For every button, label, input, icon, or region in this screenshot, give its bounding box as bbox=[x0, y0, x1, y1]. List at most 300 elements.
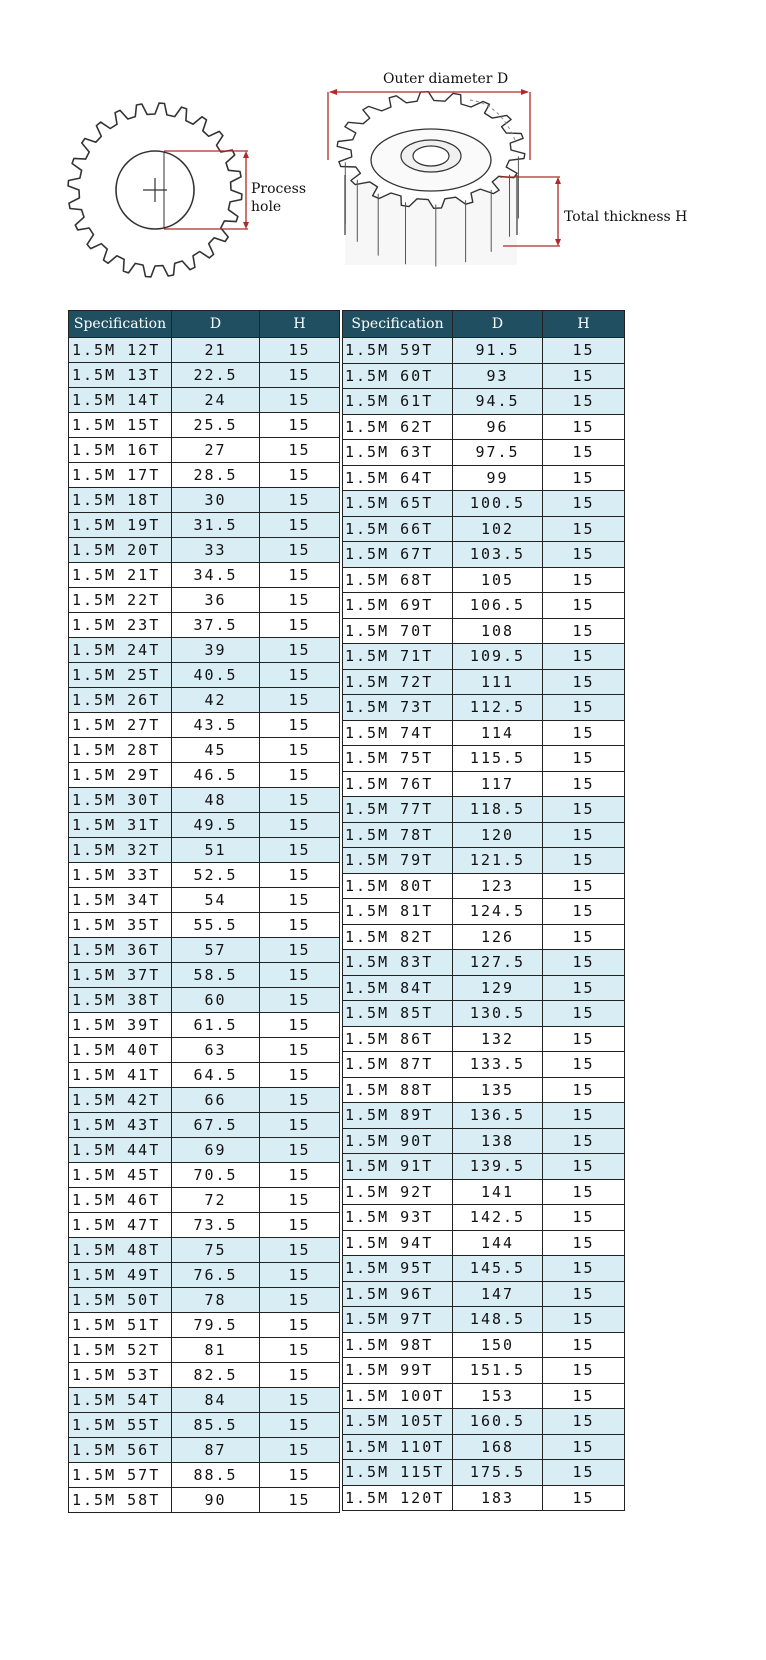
diameter-cell: 145.5 bbox=[453, 1256, 543, 1282]
spec-cell: 1.5M 20T bbox=[69, 538, 172, 563]
table-row bbox=[343, 516, 625, 542]
diameter-cell: 40.5 bbox=[172, 663, 260, 688]
table-row bbox=[343, 1128, 625, 1154]
table-row bbox=[69, 1138, 340, 1163]
spec-cell: 1.5M 69T bbox=[343, 593, 453, 619]
diameter-cell: 127.5 bbox=[453, 950, 543, 976]
table-row bbox=[343, 1154, 625, 1180]
diameter-cell: 130.5 bbox=[453, 1001, 543, 1027]
thickness-cell: 15 bbox=[543, 899, 625, 925]
diameter-cell: 97.5 bbox=[453, 440, 543, 466]
diameter-cell: 117 bbox=[453, 771, 543, 797]
diameter-cell: 106.5 bbox=[453, 593, 543, 619]
spec-cell: 1.5M 66T bbox=[343, 516, 453, 542]
spec-cell: 1.5M 18T bbox=[69, 488, 172, 513]
thickness-cell: 15 bbox=[543, 1358, 625, 1384]
thickness-cell: 15 bbox=[260, 338, 340, 363]
spec-cell: 1.5M 29T bbox=[69, 763, 172, 788]
thickness-cell: 15 bbox=[260, 838, 340, 863]
table-row bbox=[69, 1013, 340, 1038]
diameter-cell: 81 bbox=[172, 1338, 260, 1363]
table-row bbox=[69, 1313, 340, 1338]
spec-cell: 1.5M 45T bbox=[69, 1163, 172, 1188]
total-thickness-label: Total thickness H bbox=[564, 209, 688, 225]
diameter-cell: 25.5 bbox=[172, 413, 260, 438]
diameter-cell: 64.5 bbox=[172, 1063, 260, 1088]
table-row bbox=[69, 1438, 340, 1463]
spec-cell: 1.5M 16T bbox=[69, 438, 172, 463]
thickness-cell: 15 bbox=[543, 1332, 625, 1358]
diameter-cell: 42 bbox=[172, 688, 260, 713]
gear-front-view bbox=[68, 103, 249, 277]
spec-cell: 1.5M 34T bbox=[69, 888, 172, 913]
thickness-cell: 15 bbox=[543, 720, 625, 746]
spec-cell: 1.5M 21T bbox=[69, 563, 172, 588]
diameter-cell: 39 bbox=[172, 638, 260, 663]
spec-cell: 1.5M 96T bbox=[343, 1281, 453, 1307]
spec-cell: 1.5M 92T bbox=[343, 1179, 453, 1205]
diameter-cell: 139.5 bbox=[453, 1154, 543, 1180]
table-row bbox=[343, 669, 625, 695]
spec-cell: 1.5M 93T bbox=[343, 1205, 453, 1231]
spec-cell: 1.5M 90T bbox=[343, 1128, 453, 1154]
diameter-cell: 183 bbox=[453, 1485, 543, 1511]
diameter-cell: 87 bbox=[172, 1438, 260, 1463]
thickness-cell: 15 bbox=[543, 440, 625, 466]
thickness-cell: 15 bbox=[260, 863, 340, 888]
diameter-cell: 96 bbox=[453, 414, 543, 440]
diameter-cell: 99 bbox=[453, 465, 543, 491]
spec-cell: 1.5M 47T bbox=[69, 1213, 172, 1238]
thickness-cell: 15 bbox=[260, 713, 340, 738]
spec-table-right bbox=[342, 310, 625, 1511]
spec-cell: 1.5M 76T bbox=[343, 771, 453, 797]
table-row bbox=[343, 414, 625, 440]
thickness-cell: 15 bbox=[543, 618, 625, 644]
table-row bbox=[69, 1363, 340, 1388]
table-row bbox=[69, 1413, 340, 1438]
thickness-cell: 15 bbox=[543, 1281, 625, 1307]
spec-cell: 1.5M 72T bbox=[343, 669, 453, 695]
diameter-cell: 109.5 bbox=[453, 644, 543, 670]
table-row bbox=[69, 538, 340, 563]
gear-perspective-view bbox=[328, 89, 561, 267]
thickness-cell: 15 bbox=[543, 771, 625, 797]
thickness-cell: 15 bbox=[260, 963, 340, 988]
table-row bbox=[69, 1488, 340, 1513]
table-row bbox=[69, 688, 340, 713]
table-row bbox=[69, 863, 340, 888]
thickness-cell: 15 bbox=[260, 613, 340, 638]
diameter-cell: 78 bbox=[172, 1288, 260, 1313]
table-row bbox=[343, 1358, 625, 1384]
table-row bbox=[69, 1213, 340, 1238]
thickness-cell: 15 bbox=[260, 1038, 340, 1063]
spec-cell: 1.5M 75T bbox=[343, 746, 453, 772]
thickness-cell: 15 bbox=[543, 338, 625, 364]
table-row bbox=[69, 1188, 340, 1213]
spec-cell: 1.5M 51T bbox=[69, 1313, 172, 1338]
diameter-cell: 88.5 bbox=[172, 1463, 260, 1488]
spec-cell: 1.5M 62T bbox=[343, 414, 453, 440]
thickness-cell: 15 bbox=[260, 1138, 340, 1163]
thickness-cell: 15 bbox=[543, 1128, 625, 1154]
table-row bbox=[69, 1163, 340, 1188]
table-row bbox=[69, 1088, 340, 1113]
spec-cell: 1.5M 85T bbox=[343, 1001, 453, 1027]
table-row bbox=[343, 1205, 625, 1231]
thickness-cell: 15 bbox=[543, 1230, 625, 1256]
thickness-cell: 15 bbox=[543, 1256, 625, 1282]
diameter-cell: 85.5 bbox=[172, 1413, 260, 1438]
table-row bbox=[343, 1409, 625, 1435]
diameter-cell: 76.5 bbox=[172, 1263, 260, 1288]
diameter-cell: 72 bbox=[172, 1188, 260, 1213]
table-row bbox=[343, 1307, 625, 1333]
thickness-cell: 15 bbox=[543, 873, 625, 899]
diameter-cell: 45 bbox=[172, 738, 260, 763]
diameter-cell: 27 bbox=[172, 438, 260, 463]
thickness-cell: 15 bbox=[260, 988, 340, 1013]
spec-cell: 1.5M 60T bbox=[343, 363, 453, 389]
thickness-cell: 15 bbox=[260, 663, 340, 688]
spec-cell: 1.5M 13T bbox=[69, 363, 172, 388]
header-d: D bbox=[453, 311, 543, 338]
diameter-cell: 147 bbox=[453, 1281, 543, 1307]
diameter-cell: 33 bbox=[172, 538, 260, 563]
table-row bbox=[69, 838, 340, 863]
thickness-cell: 15 bbox=[543, 1383, 625, 1409]
diameter-cell: 121.5 bbox=[453, 848, 543, 874]
table-row bbox=[343, 771, 625, 797]
table-row bbox=[343, 975, 625, 1001]
diameter-cell: 75 bbox=[172, 1238, 260, 1263]
header-h: H bbox=[543, 311, 625, 338]
table-row bbox=[69, 388, 340, 413]
thickness-cell: 15 bbox=[260, 1263, 340, 1288]
table-row bbox=[343, 1256, 625, 1282]
thickness-cell: 15 bbox=[260, 738, 340, 763]
table-row bbox=[69, 813, 340, 838]
thickness-cell: 15 bbox=[260, 538, 340, 563]
table-row bbox=[343, 873, 625, 899]
table-row bbox=[343, 567, 625, 593]
thickness-cell: 15 bbox=[260, 1163, 340, 1188]
thickness-cell: 15 bbox=[543, 1205, 625, 1231]
diameter-cell: 133.5 bbox=[453, 1052, 543, 1078]
thickness-cell: 15 bbox=[543, 542, 625, 568]
spec-cell: 1.5M 97T bbox=[343, 1307, 453, 1333]
table-row bbox=[343, 822, 625, 848]
table-row bbox=[69, 363, 340, 388]
table-row bbox=[69, 1463, 340, 1488]
spec-cell: 1.5M 100T bbox=[343, 1383, 453, 1409]
spec-cell: 1.5M 98T bbox=[343, 1332, 453, 1358]
thickness-cell: 15 bbox=[543, 1001, 625, 1027]
table-row bbox=[343, 1281, 625, 1307]
spec-cell: 1.5M 59T bbox=[343, 338, 453, 364]
thickness-cell: 15 bbox=[543, 491, 625, 517]
diameter-cell: 138 bbox=[453, 1128, 543, 1154]
table-row bbox=[343, 1434, 625, 1460]
table-row bbox=[69, 1388, 340, 1413]
spec-cell: 1.5M 61T bbox=[343, 389, 453, 415]
thickness-cell: 15 bbox=[260, 938, 340, 963]
thickness-cell: 15 bbox=[543, 1154, 625, 1180]
spec-table-left bbox=[68, 310, 340, 1513]
table-row bbox=[343, 1077, 625, 1103]
spec-cell: 1.5M 24T bbox=[69, 638, 172, 663]
spec-cell: 1.5M 50T bbox=[69, 1288, 172, 1313]
diameter-cell: 58.5 bbox=[172, 963, 260, 988]
diameter-cell: 52.5 bbox=[172, 863, 260, 888]
table-row bbox=[69, 738, 340, 763]
thickness-cell: 15 bbox=[260, 1338, 340, 1363]
thickness-cell: 15 bbox=[543, 644, 625, 670]
spec-cell: 1.5M 42T bbox=[69, 1088, 172, 1113]
table-row bbox=[69, 613, 340, 638]
table-row bbox=[69, 888, 340, 913]
thickness-cell: 15 bbox=[260, 1488, 340, 1513]
outer-diameter-label: Outer diameter D bbox=[383, 71, 509, 87]
thickness-cell: 15 bbox=[543, 924, 625, 950]
diameter-cell: 49.5 bbox=[172, 813, 260, 838]
diameter-cell: 67.5 bbox=[172, 1113, 260, 1138]
table-row bbox=[343, 1460, 625, 1486]
diameter-cell: 94.5 bbox=[453, 389, 543, 415]
spec-cell: 1.5M 27T bbox=[69, 713, 172, 738]
table-row bbox=[343, 1026, 625, 1052]
table-row bbox=[69, 1063, 340, 1088]
thickness-cell: 15 bbox=[260, 1438, 340, 1463]
diameter-cell: 141 bbox=[453, 1179, 543, 1205]
table-row bbox=[69, 1288, 340, 1313]
thickness-cell: 15 bbox=[543, 797, 625, 823]
thickness-cell: 15 bbox=[543, 950, 625, 976]
thickness-cell: 15 bbox=[260, 763, 340, 788]
diameter-cell: 126 bbox=[453, 924, 543, 950]
thickness-cell: 15 bbox=[260, 438, 340, 463]
thickness-cell: 15 bbox=[260, 488, 340, 513]
table-row bbox=[343, 1103, 625, 1129]
thickness-cell: 15 bbox=[543, 516, 625, 542]
spec-cell: 1.5M 86T bbox=[343, 1026, 453, 1052]
diameter-cell: 79.5 bbox=[172, 1313, 260, 1338]
diameter-cell: 54 bbox=[172, 888, 260, 913]
spec-cell: 1.5M 94T bbox=[343, 1230, 453, 1256]
table-row bbox=[343, 1052, 625, 1078]
spec-cell: 1.5M 36T bbox=[69, 938, 172, 963]
table-row bbox=[69, 488, 340, 513]
spec-cell: 1.5M 39T bbox=[69, 1013, 172, 1038]
diameter-cell: 124.5 bbox=[453, 899, 543, 925]
diameter-cell: 114 bbox=[453, 720, 543, 746]
table-row bbox=[69, 788, 340, 813]
thickness-cell: 15 bbox=[260, 1238, 340, 1263]
table-row bbox=[69, 1338, 340, 1363]
spec-cell: 1.5M 14T bbox=[69, 388, 172, 413]
diameter-cell: 30 bbox=[172, 488, 260, 513]
spec-cell: 1.5M 41T bbox=[69, 1063, 172, 1088]
thickness-cell: 15 bbox=[543, 1460, 625, 1486]
gear-drawing bbox=[0, 0, 766, 300]
thickness-cell: 15 bbox=[543, 1052, 625, 1078]
thickness-cell: 15 bbox=[543, 1103, 625, 1129]
table-row bbox=[343, 1001, 625, 1027]
spec-cell: 1.5M 78T bbox=[343, 822, 453, 848]
table-row bbox=[343, 389, 625, 415]
table-row bbox=[69, 588, 340, 613]
thickness-cell: 15 bbox=[543, 465, 625, 491]
diameter-cell: 144 bbox=[453, 1230, 543, 1256]
diameter-cell: 24 bbox=[172, 388, 260, 413]
thickness-cell: 15 bbox=[260, 1113, 340, 1138]
gear-diagram bbox=[0, 0, 766, 300]
diameter-cell: 153 bbox=[453, 1383, 543, 1409]
diameter-cell: 63 bbox=[172, 1038, 260, 1063]
diameter-cell: 168 bbox=[453, 1434, 543, 1460]
table-row bbox=[343, 797, 625, 823]
table-row bbox=[343, 1383, 625, 1409]
thickness-cell: 15 bbox=[260, 813, 340, 838]
diameter-cell: 129 bbox=[453, 975, 543, 1001]
table-row bbox=[343, 746, 625, 772]
spec-cell: 1.5M 63T bbox=[343, 440, 453, 466]
diameter-cell: 148.5 bbox=[453, 1307, 543, 1333]
diameter-cell: 90 bbox=[172, 1488, 260, 1513]
thickness-cell: 15 bbox=[260, 1463, 340, 1488]
spec-cell: 1.5M 87T bbox=[343, 1052, 453, 1078]
spec-cell: 1.5M 43T bbox=[69, 1113, 172, 1138]
header-specification: Specification bbox=[343, 311, 453, 338]
thickness-cell: 15 bbox=[260, 1363, 340, 1388]
diameter-cell: 160.5 bbox=[453, 1409, 543, 1435]
spec-cell: 1.5M 83T bbox=[343, 950, 453, 976]
diameter-cell: 120 bbox=[453, 822, 543, 848]
spec-cell: 1.5M 105T bbox=[343, 1409, 453, 1435]
spec-cell: 1.5M 12T bbox=[69, 338, 172, 363]
thickness-cell: 15 bbox=[260, 788, 340, 813]
thickness-cell: 15 bbox=[260, 638, 340, 663]
table-row bbox=[69, 463, 340, 488]
header-h: H bbox=[260, 311, 340, 338]
table-row bbox=[343, 1230, 625, 1256]
spec-cell: 1.5M 91T bbox=[343, 1154, 453, 1180]
spec-cell: 1.5M 81T bbox=[343, 899, 453, 925]
diameter-cell: 118.5 bbox=[453, 797, 543, 823]
thickness-cell: 15 bbox=[260, 413, 340, 438]
thickness-cell: 15 bbox=[543, 414, 625, 440]
spec-cell: 1.5M 120T bbox=[343, 1485, 453, 1511]
thickness-cell: 15 bbox=[543, 1026, 625, 1052]
spec-cell: 1.5M 110T bbox=[343, 1434, 453, 1460]
table-row bbox=[69, 663, 340, 688]
spec-cell: 1.5M 52T bbox=[69, 1338, 172, 1363]
table-row bbox=[343, 950, 625, 976]
table-row bbox=[69, 1263, 340, 1288]
thickness-cell: 15 bbox=[543, 1179, 625, 1205]
thickness-cell: 15 bbox=[543, 822, 625, 848]
thickness-cell: 15 bbox=[543, 567, 625, 593]
table-row bbox=[343, 1485, 625, 1511]
table-header-row bbox=[69, 311, 340, 338]
table-row bbox=[343, 924, 625, 950]
spec-cell: 1.5M 99T bbox=[343, 1358, 453, 1384]
diameter-cell: 84 bbox=[172, 1388, 260, 1413]
spec-cell: 1.5M 37T bbox=[69, 963, 172, 988]
diameter-cell: 151.5 bbox=[453, 1358, 543, 1384]
thickness-cell: 15 bbox=[260, 688, 340, 713]
spec-cell: 1.5M 54T bbox=[69, 1388, 172, 1413]
thickness-cell: 15 bbox=[543, 1485, 625, 1511]
table-row bbox=[69, 563, 340, 588]
thickness-cell: 15 bbox=[260, 1088, 340, 1113]
process-hole-label: Process hole bbox=[251, 181, 307, 215]
diameter-cell: 175.5 bbox=[453, 1460, 543, 1486]
thickness-cell: 15 bbox=[260, 563, 340, 588]
diameter-cell: 73.5 bbox=[172, 1213, 260, 1238]
table-row bbox=[343, 848, 625, 874]
header-d: D bbox=[172, 311, 260, 338]
diameter-cell: 108 bbox=[453, 618, 543, 644]
diameter-cell: 46.5 bbox=[172, 763, 260, 788]
spec-cell: 1.5M 88T bbox=[343, 1077, 453, 1103]
thickness-cell: 15 bbox=[260, 1288, 340, 1313]
table-row bbox=[69, 413, 340, 438]
spec-cell: 1.5M 28T bbox=[69, 738, 172, 763]
diameter-cell: 66 bbox=[172, 1088, 260, 1113]
table-row bbox=[343, 440, 625, 466]
diameter-cell: 31.5 bbox=[172, 513, 260, 538]
diameter-cell: 48 bbox=[172, 788, 260, 813]
table-row bbox=[69, 1238, 340, 1263]
table-row bbox=[343, 1179, 625, 1205]
spec-cell: 1.5M 35T bbox=[69, 913, 172, 938]
spec-cell: 1.5M 19T bbox=[69, 513, 172, 538]
spec-cell: 1.5M 31T bbox=[69, 813, 172, 838]
thickness-cell: 15 bbox=[260, 363, 340, 388]
diameter-cell: 100.5 bbox=[453, 491, 543, 517]
thickness-cell: 15 bbox=[543, 1307, 625, 1333]
table-row bbox=[343, 465, 625, 491]
thickness-cell: 15 bbox=[260, 1013, 340, 1038]
table-row bbox=[69, 1113, 340, 1138]
diameter-cell: 136.5 bbox=[453, 1103, 543, 1129]
header-specification: Specification bbox=[69, 311, 172, 338]
thickness-cell: 15 bbox=[260, 1388, 340, 1413]
thickness-cell: 15 bbox=[543, 363, 625, 389]
table-row bbox=[343, 899, 625, 925]
diameter-cell: 91.5 bbox=[453, 338, 543, 364]
spec-cell: 1.5M 33T bbox=[69, 863, 172, 888]
spec-cell: 1.5M 71T bbox=[343, 644, 453, 670]
table-row bbox=[69, 1038, 340, 1063]
spec-cell: 1.5M 65T bbox=[343, 491, 453, 517]
thickness-cell: 15 bbox=[260, 1413, 340, 1438]
spec-cell: 1.5M 68T bbox=[343, 567, 453, 593]
diameter-cell: 142.5 bbox=[453, 1205, 543, 1231]
diameter-cell: 69 bbox=[172, 1138, 260, 1163]
thickness-cell: 15 bbox=[543, 746, 625, 772]
thickness-cell: 15 bbox=[260, 1063, 340, 1088]
spec-cell: 1.5M 89T bbox=[343, 1103, 453, 1129]
diameter-cell: 36 bbox=[172, 588, 260, 613]
diameter-cell: 105 bbox=[453, 567, 543, 593]
table-row bbox=[343, 363, 625, 389]
spec-cell: 1.5M 77T bbox=[343, 797, 453, 823]
diameter-cell: 34.5 bbox=[172, 563, 260, 588]
spec-cell: 1.5M 53T bbox=[69, 1363, 172, 1388]
